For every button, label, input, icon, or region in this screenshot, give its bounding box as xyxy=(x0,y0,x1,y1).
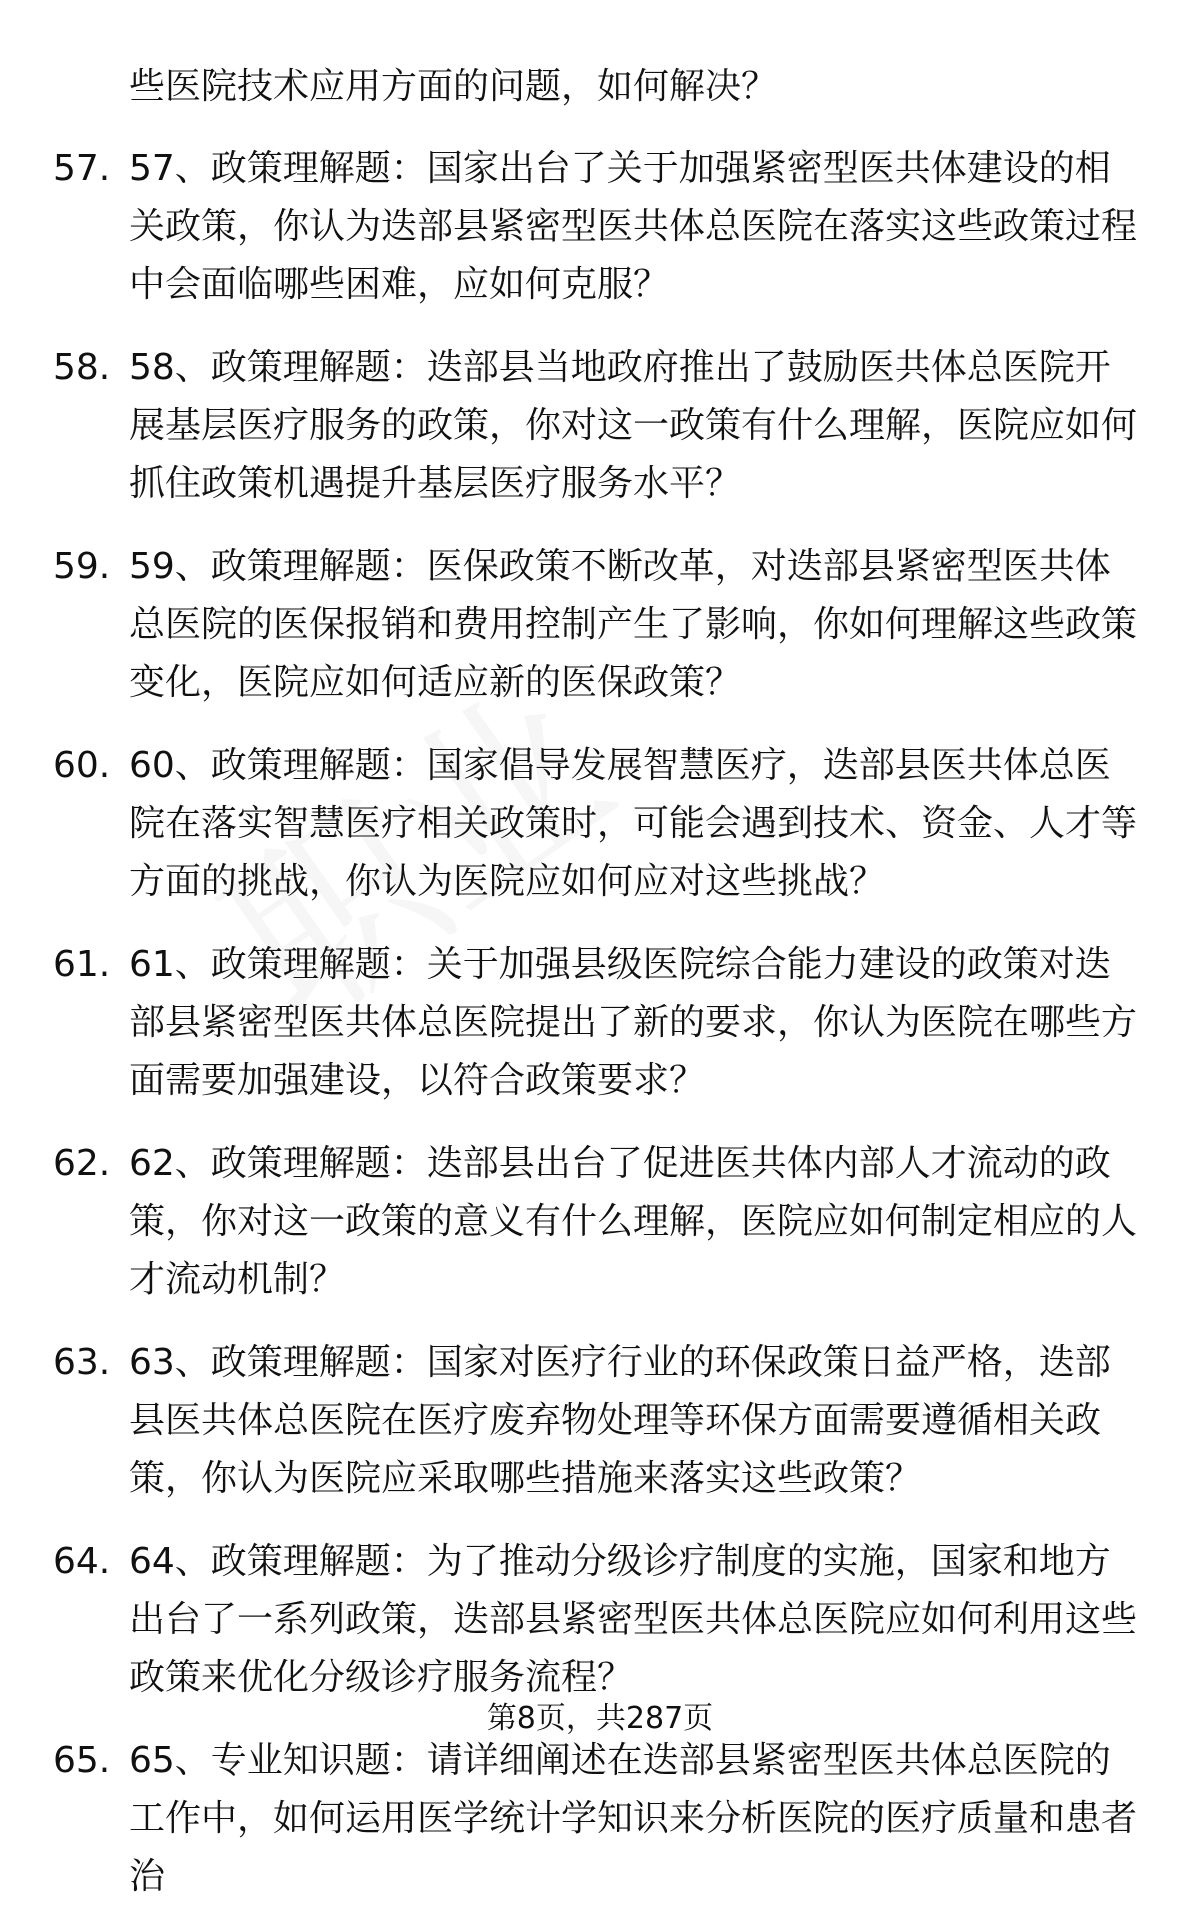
item-text: 65、专业知识题：请详细阐述在迭部县紧密型医共体总医院的工作中，如何运用医学统计学知识来分析医院的医疗质量和患者治 xyxy=(129,1740,1138,1897)
list-item xyxy=(0,140,1200,314)
list-item xyxy=(0,538,1200,712)
page-number: 第8页，共287页 xyxy=(486,1701,714,1736)
item-text: 59、政策理解题：医保政策不断改革，对迭部县紧密型医共体总医院的医保报销和费用控制产生了影响，你如何理解这些政策变化，医院应如何适应新的医保政策？ xyxy=(129,546,1138,703)
question-list xyxy=(0,140,1200,1931)
list-item xyxy=(0,1135,1200,1309)
item-number: 62. xyxy=(53,1143,111,1184)
item-number: 59. xyxy=(53,546,111,587)
list-item xyxy=(0,1732,1200,1906)
list-item xyxy=(0,737,1200,911)
item-text: 58、政策理解题：迭部县当地政府推出了鼓励医共体总医院开展基层医疗服务的政策，你对这一政策有什么理解，医院应如何抓住政策机遇提升基层医疗服务水平？ xyxy=(129,347,1138,504)
item-number: 64. xyxy=(53,1541,111,1582)
item-number: 60. xyxy=(53,745,111,786)
list-item xyxy=(0,936,1200,1110)
list-item xyxy=(0,1334,1200,1508)
item-text: 63、政策理解题：国家对医疗行业的环保政策日益严格，迭部县医共体总医院在医疗废弃物处理等环保方面需要遵循相关政策，你认为医院应采取哪些措施来落实这些政策？ xyxy=(129,1342,1111,1499)
item-number: 61. xyxy=(53,944,111,985)
continued-text: 些医院技术应用方面的问题，如何解决？ xyxy=(129,66,778,107)
item-number: 58. xyxy=(53,347,111,388)
item-text: 62、政策理解题：迭部县出台了促进医共体内部人才流动的政策，你对这一政策的意义有什么理解，医院应如何制定相应的人才流动机制？ xyxy=(129,1143,1138,1300)
item-number: 63. xyxy=(53,1342,111,1383)
list-item xyxy=(0,339,1200,513)
item-text: 60、政策理解题：国家倡导发展智慧医疗，迭部县医共体总医院在落实智慧医疗相关政策时，可能会遇到技术、资金、人才等方面的挑战，你认为医院应如何应对这些挑战？ xyxy=(129,745,1138,902)
list-item xyxy=(0,1533,1200,1707)
item-text: 64、政策理解题：为了推动分级诊疗制度的实施，国家和地方出台了一系列政策，迭部县紧密型医共体总医院应如何利用这些政策来优化分级诊疗服务流程？ xyxy=(129,1541,1138,1698)
item-text: 61、政策理解题：关于加强县级医院综合能力建设的政策对迭部县紧密型医共体总医院提出了新的要求，你认为医院在哪些方面需要加强建设，以符合政策要求？ xyxy=(129,944,1138,1101)
item-number: 57. xyxy=(53,148,111,189)
item-number: 65. xyxy=(53,1740,111,1781)
item-text: 57、政策理解题：国家出台了关于加强紧密型医共体建设的相关政策，你认为迭部县紧密型医共体总医院在落实这些政策过程中会面临哪些困难，应如何克服？ xyxy=(129,148,1138,305)
